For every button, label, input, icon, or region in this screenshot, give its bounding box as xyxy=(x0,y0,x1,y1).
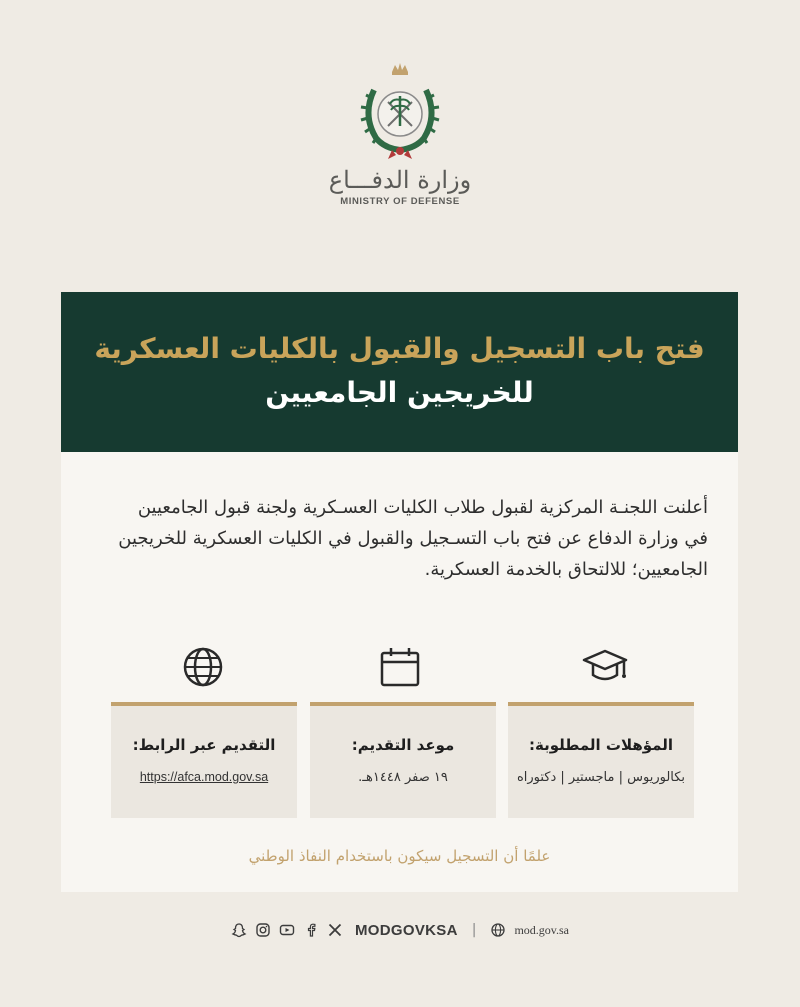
snapchat-icon[interactable] xyxy=(231,922,247,938)
announcement-title: فتح باب التسجيل والقبول بالكليات العسكرية xyxy=(94,332,705,365)
ministry-emblem-icon xyxy=(354,60,446,160)
qualifications-title: المؤهلات المطلوبة: xyxy=(528,736,674,754)
apply-link[interactable]: https://afca.mod.gov.sa xyxy=(139,770,269,784)
ministry-logo xyxy=(0,60,800,207)
website-globe-icon xyxy=(490,922,506,938)
x-icon[interactable] xyxy=(327,922,343,938)
graduation-cap-icon xyxy=(580,642,630,692)
instagram-icon[interactable] xyxy=(255,922,271,938)
calendar-icon xyxy=(375,642,425,692)
ministry-name-english: MINISTRY OF DEFENSE xyxy=(340,196,460,207)
social-handle: MODGOVKSA xyxy=(355,921,458,939)
youtube-icon[interactable] xyxy=(279,922,295,938)
deadline-title: موعد التقديم: xyxy=(351,736,455,754)
apply-box xyxy=(111,702,297,818)
announcement-body xyxy=(91,492,708,585)
qualifications-value: بكالوريوس | ماجستير | دكتوراه xyxy=(516,770,686,785)
facebook-icon[interactable] xyxy=(303,922,319,938)
announcement-card xyxy=(61,292,738,892)
title-banner xyxy=(61,292,738,452)
body-line-3: الجامعيين؛ للالتحاق بالخدمة العسكرية. xyxy=(424,559,708,580)
deadline-value: ١٩ صفر ١٤٤٨هـ. xyxy=(358,770,448,785)
footer-separator: | xyxy=(471,922,477,938)
nafath-note: علمًا أن التسجيل سيكون باستخدام النفاذ الوطني xyxy=(248,847,551,865)
qualifications-box xyxy=(508,702,694,818)
body-line-1: أعلنت اللجنـة المركزية لقبول طلاب الكليات العسـكرية ولجنة قبول الجامعيين xyxy=(137,497,708,518)
footer xyxy=(0,918,800,942)
body-line-2: في وزارة الدفاع عن فتح باب التسـجيل والقبول في الكليات العسكرية للخريجين xyxy=(118,528,708,549)
globe-icon xyxy=(178,642,228,692)
ministry-name-arabic: وزارة الدفـــاع xyxy=(328,166,472,194)
website-url[interactable]: mod.gov.sa xyxy=(514,922,569,937)
apply-title: التقديم عبر الرابط: xyxy=(132,736,276,754)
announcement-subtitle: للخريجين الجامعيين xyxy=(265,376,534,409)
deadline-box xyxy=(310,702,496,818)
